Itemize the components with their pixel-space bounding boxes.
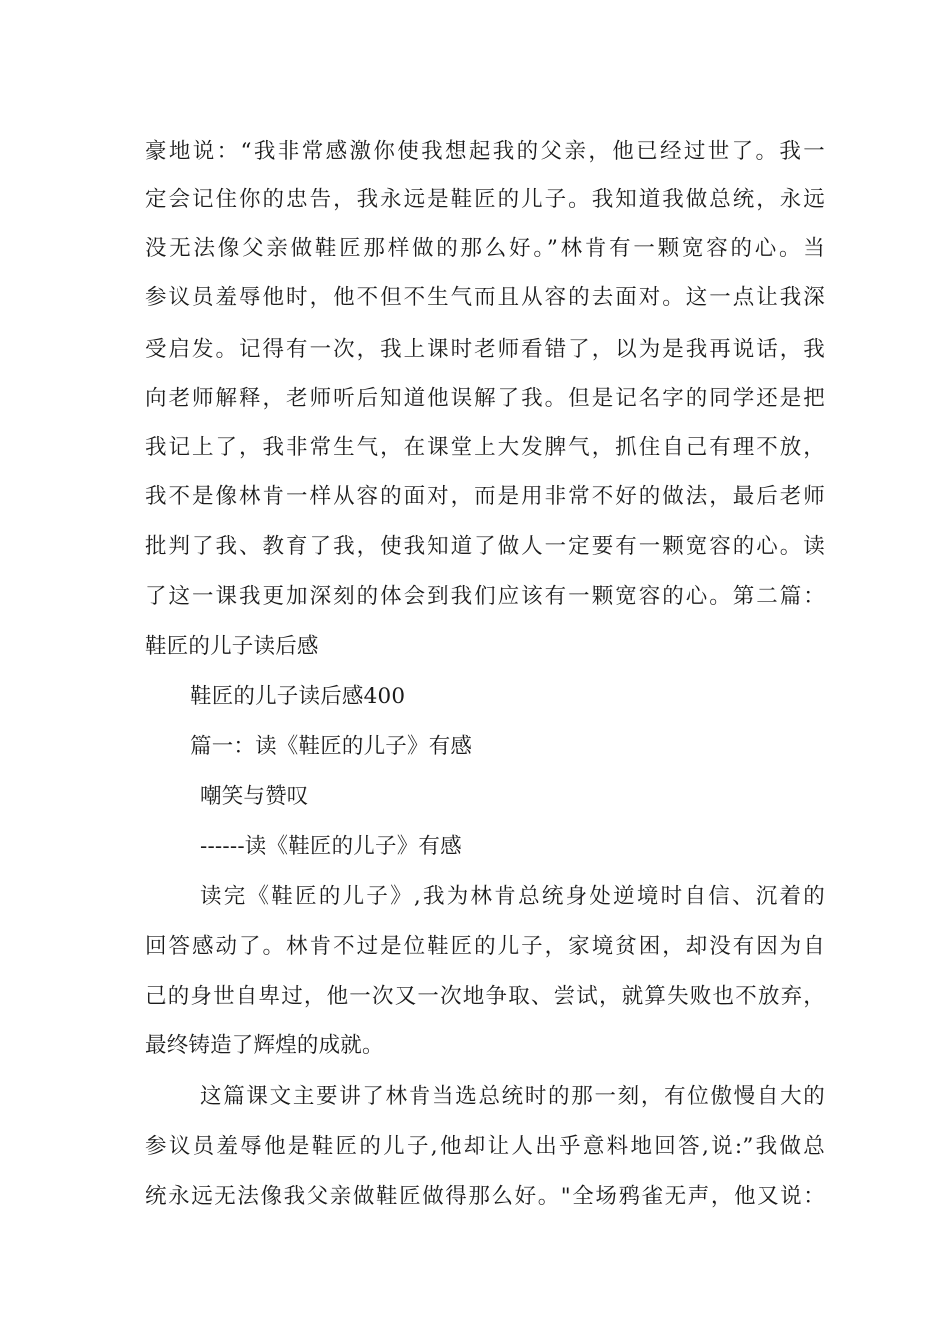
paragraph-line: 定会记住你的忠告，我永远是鞋匠的儿子。我知道我做总统，永远: [145, 187, 825, 212]
paragraph-line: 没无法像父亲做鞋匠那样做的那么好。”林肯有一颗宽容的心。当: [145, 236, 825, 261]
paragraph-line: 统永远无法像我父亲做鞋匠做得那么好。"全场鸦雀无声，他又说：: [145, 1184, 825, 1209]
paragraph-line: 参议员羞辱他时，他不但不生气而且从容的去面对。这一点让我深: [145, 285, 825, 310]
paragraph-line: 鞋匠的儿子读后感: [145, 634, 319, 659]
paragraph-line: 参议员羞辱他是鞋匠的儿子,他却让人出乎意料地回答,说:”我做总: [145, 1134, 825, 1159]
paragraph-line: 豪地说：“我非常感激你使我想起我的父亲，他已经过世了。我一: [145, 139, 825, 164]
essay-title: 嘲笑与赞叹: [200, 784, 309, 809]
paragraph-line: 最终铸造了辉煌的成就。: [145, 1033, 384, 1058]
paragraph-line: 己的身世自卑过，他一次又一次地争取、尝试，就算失败也不放弃，: [145, 984, 825, 1009]
paragraph-line: 回答感动了。林肯不过是位鞋匠的儿子，家境贫困，却没有因为自: [145, 934, 825, 959]
paragraph-line: 受启发。记得有一次，我上课时老师看错了，以为是我再说话，我: [145, 337, 825, 362]
paragraph-line: 向老师解释，老师听后知道他误解了我。但是记名字的同学还是把: [145, 386, 825, 411]
paragraph-line: 我记上了，我非常生气，在课堂上大发脾气，抓住自己有理不放，: [145, 435, 825, 460]
section-heading: 篇一：读《鞋匠的儿子》有感: [190, 734, 473, 759]
paragraph-line: 批判了我、教育了我，使我知道了做人一定要有一颗宽容的心。读: [145, 534, 825, 559]
paragraph-line: 这篇课文主要讲了林肯当选总统时的那一刻，有位傲慢自大的: [200, 1084, 825, 1109]
paragraph-line: 我不是像林肯一样从容的面对，而是用非常不好的做法，最后老师: [145, 484, 825, 509]
paragraph-line: 了这一课我更加深刻的体会到我们应该有一颗宽容的心。第二篇：: [145, 584, 825, 609]
essay-subtitle: ------读《鞋匠的儿子》有感: [200, 834, 462, 859]
paragraph-line: 读完《鞋匠的儿子》,我为林肯总统身处逆境时自信、沉着的: [200, 884, 825, 909]
section-heading: 鞋匠的儿子读后感400: [190, 684, 406, 709]
